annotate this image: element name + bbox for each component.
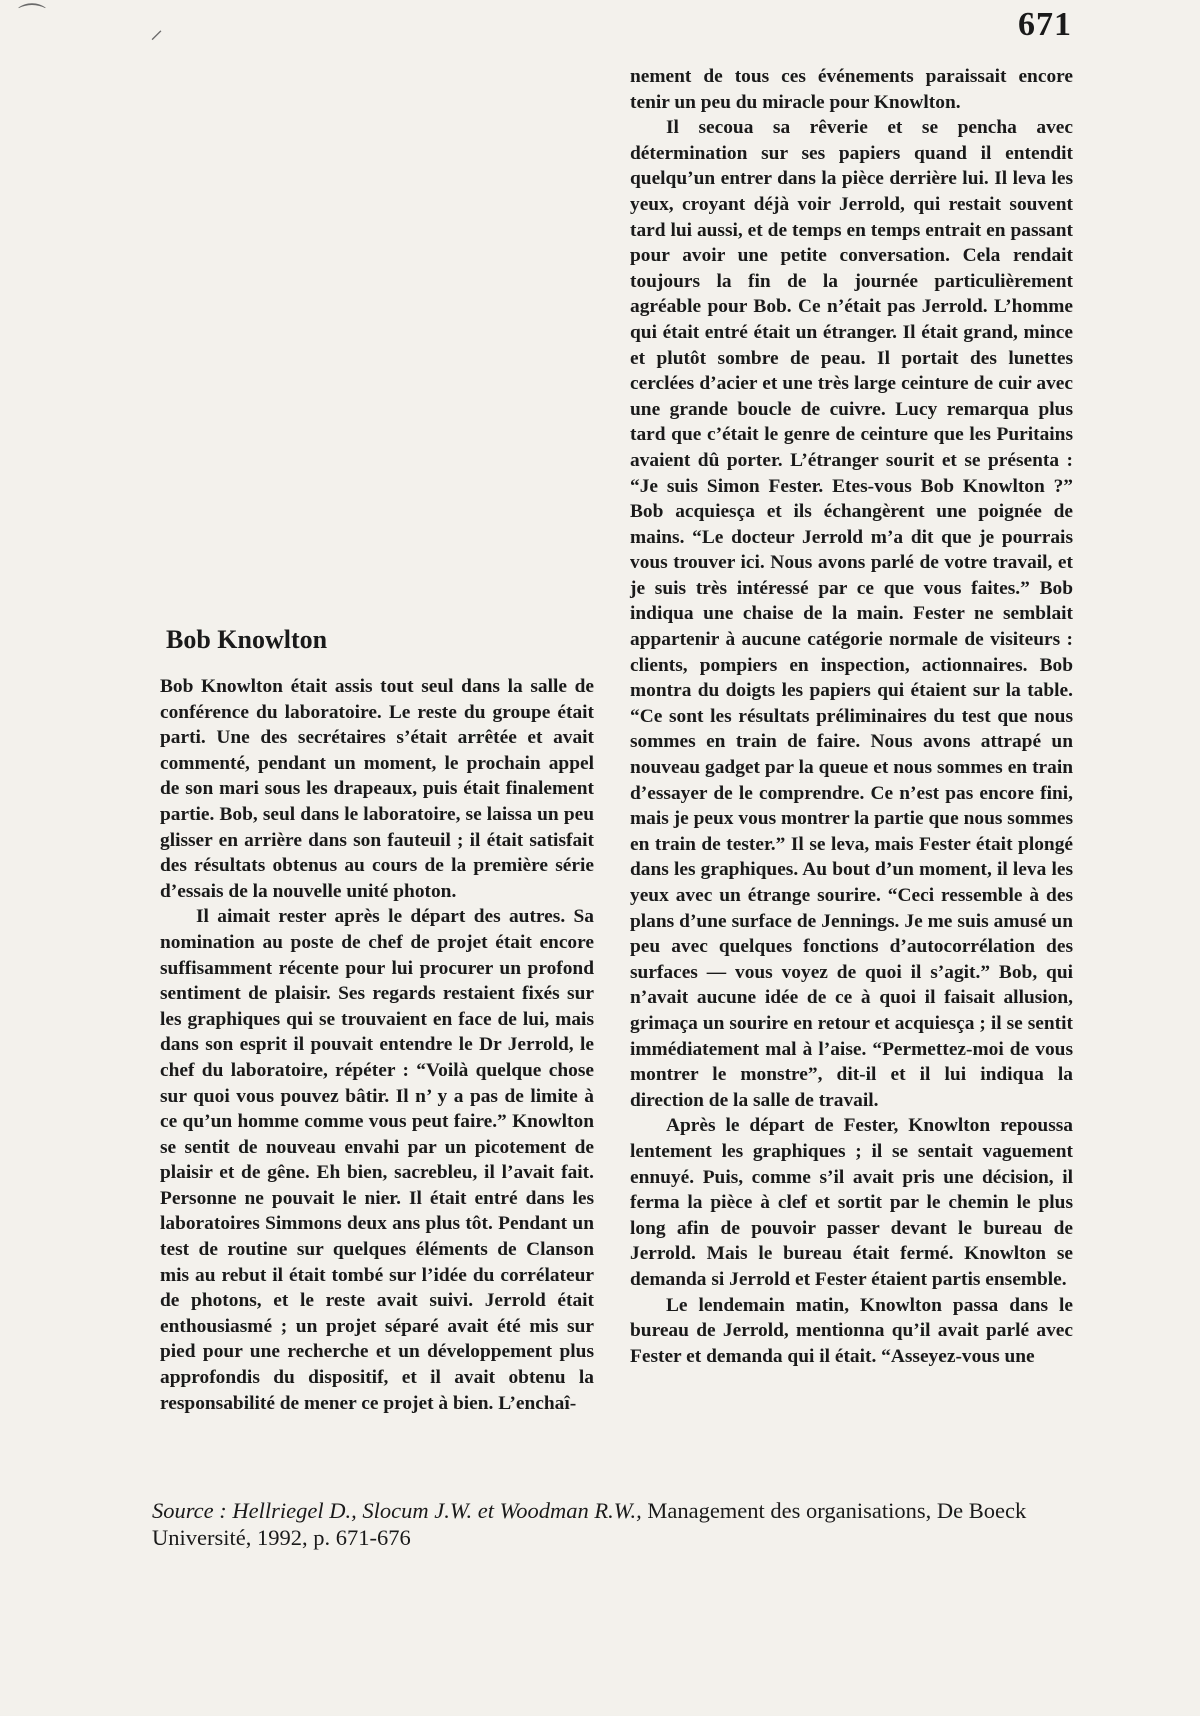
right-paragraph-1: nement de tous ces événements paraissait encore tenir un peu du miracle pour Knowlton. bbox=[630, 66, 1073, 113]
right-paragraph-3: Après le départ de Fester, Knowlton repoussa lentement les graphiques ; il se sentait vaguement ennuyé. Puis, comme s’il avait pris une décision, il ferma la pièce à clef et sortit par le chemin le plus long afin de pouvoir passer devant le bureau de Jerrold. Mais le bureau était fermé. Knowlton se demanda si Jerrold et Fester étaient partis ensemble. bbox=[630, 1115, 1073, 1290]
source-citation bbox=[152, 1497, 1072, 1551]
right-paragraph-2: Il secoua sa rêverie et se pencha avec détermination sur ses papiers quand il entendit quelqu’un entrer dans la pièce derrière lui. Il leva les yeux, croyant déjà voir Jerrold, qui restait souvent tard lui aussi, et de temps en temps entrait en passant pour avoir une petite conversation. Cela rendait toujours la fin de la journée particulièrement agréable pour Bob. Ce n’était pas Jerrold. L’homme qui était entré était un étranger. Il était grand, mince et plutôt sombre de peau. Il portait des lunettes cerclées d’acier et une très large ceinture de cuir avec une grande boucle de cuivre. Lucy remarqua plus tard que c’était le genre de ceinture que les Puritains avaient dû porter. L’étranger sourit et se présenta : “Je suis Simon Fester. Etes-vous Bob Knowlton ?” Bob acquiesça et ils échangèrent une poignée de mains. “Le docteur Jerrold m’a dit que je pourrais vous trouver ici. Nous avons parlé de votre travail, et je suis très intéressé par ce que vous faites.” Bob indiqua une chaise de la main. Fester ne semblait appartenir à aucune catégorie normale de visiteurs : clients, pompiers en inspection, actionnaires. Bob montra du doigts les papiers qui étaient sur la table. “Ce sont les résultats préliminaires du test que nous sommes en train de faire. Nous avons attrapé un nouveau gadget par la queue et nous sommes en train d’essayer de le comprendre. Ce n’est pas encore fini, mais je peux vous montrer la partie que nous sommes en train de tester.” Il se leva, mais Fester était plongé dans les graphiques. Au bout d’un moment, il leva les yeux avec un étrange sourire. “Ceci ressemble à des plans d’une surface de Jennings. Je me suis amusé un peu avec quelques fonctions d’autocorrélation des surfaces — vous voyez de quoi il s’agit.” Bob, qui n’avait aucune idée de ce à quoi il faisait allusion, grimaça un sourire en retour et acquiesça ; il se sentit immédiatement mal à l’aise. “Permettez-moi de vous montrer le monstre”, dit-il et il lui indiqua la direction de la salle de travail. bbox=[630, 117, 1073, 1111]
left-paragraph-2: Il aimait rester après le départ des autres. Sa nomination au poste de chef de projet était encore suffisamment récente pour lui procurer un profond sentiment de plaisir. Ses regards restaient fixés sur les graphiques qui se trouvaient en face de lui, mais dans son esprit il pouvait entendre le Dr Jerrold, le chef du laboratoire, répéter : “Voilà quelque chose sur quoi vous pouvez bâtir. Il n’ y a pas de limite à ce qu’un homme comme vous peut faire.” Knowlton se sentit de nouveau envahi par un picotement de plaisir et de gêne. Eh bien, sacrebleu, il l’avait fait. Personne ne pouvait le nier. Il était entré dans les laboratoires Simmons deux ans plus tôt. Pendant un test de routine sur quelques éléments de Clanson mis au rebut il était tombé sur l’idée du corrélateur de photons, et le reste avait suivi. Jerrold était enthousiasmé ; un projet séparé avait été mis sur pied pour une recherche et un développement plus approfondis du dispositif, et il avait obtenu la responsabilité de mener ce projet à bien. L’enchaî- bbox=[160, 906, 594, 1414]
scan-mark-tick: ⸝ bbox=[150, 15, 164, 44]
left-column bbox=[160, 674, 594, 1416]
source-title: Management des organisations, De Boeck Université, 1992, p. 671-676 bbox=[152, 1498, 1027, 1550]
source-authors: Source : Hellriegel D., Slocum J.W. et Woodman R.W., bbox=[152, 1498, 642, 1523]
article-heading: Bob Knowlton bbox=[166, 625, 328, 654]
right-paragraph-4: Le lendemain matin, Knowlton passa dans le bureau de Jerrold, mentionna qu’il avait parlé avec Fester et demanda qui il était. “Asseyez-vous une bbox=[630, 1294, 1073, 1367]
left-paragraph-1: Bob Knowlton était assis tout seul dans la salle de conférence du laboratoire. Le reste du groupe était parti. Une des secrétaires s’était arrêtée et avait commenté, pendant un moment, le prochain appel de son mari sous les drapeaux, puis était finalement partie. Bob, seul dans le laboratoire, se laissa un peu glisser en arrière dans son fauteuil ; il était satisfait des résultats obtenus au cours de la première série d’essais de la nouvelle unité photon. bbox=[160, 676, 594, 902]
right-column bbox=[630, 64, 1073, 1369]
page-number: 671 bbox=[1018, 6, 1072, 43]
scan-mark-top-left: ⌒ bbox=[18, 3, 47, 34]
